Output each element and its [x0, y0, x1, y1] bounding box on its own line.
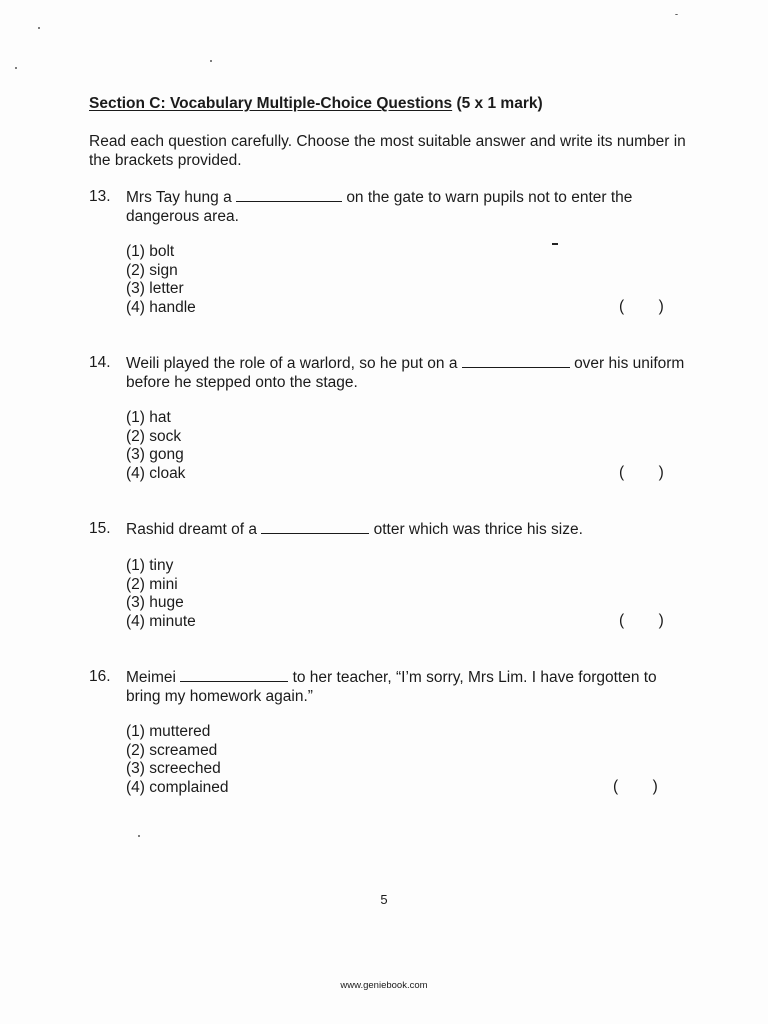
option: (3) screeched: [126, 760, 221, 777]
answer-bracket[interactable]: ( ): [619, 464, 664, 481]
options-list: [126, 243, 196, 317]
option: (1) muttered: [126, 723, 211, 740]
section-heading: Section C: Vocabulary Multiple-Choice Questions: [89, 95, 453, 112]
options-list: [126, 557, 196, 631]
question-number: 13.: [89, 188, 111, 205]
question-stem: [126, 668, 691, 706]
stem-after: on the gate to warn pupils not to enter the dangerous area.: [126, 189, 633, 225]
scan-speck: [552, 243, 558, 245]
stem-after: over his uniform before he stepped onto the stage.: [126, 355, 685, 391]
section-marks: (5 x 1 mark): [456, 95, 543, 112]
stem-before: Meimei: [126, 669, 176, 686]
option: (2) screamed: [126, 741, 218, 759]
option: (1) bolt: [126, 243, 175, 260]
answer-blank: [236, 188, 342, 202]
option: (4) handle: [126, 298, 196, 316]
section-title: [89, 95, 543, 113]
options-list: [126, 409, 185, 483]
question-number: 15.: [89, 520, 111, 537]
options-list: [126, 723, 229, 797]
scan-speck: [210, 60, 212, 62]
option: (3) gong: [126, 446, 184, 463]
option: (3) letter: [126, 280, 184, 297]
scan-speck: [138, 835, 140, 837]
answer-blank: [180, 668, 288, 682]
answer-bracket[interactable]: ( ): [613, 778, 658, 795]
stem-before: Rashid dreamt of a: [126, 521, 257, 538]
option: (2) sign: [126, 261, 178, 279]
answer-bracket[interactable]: ( ): [619, 612, 664, 629]
option: (1) hat: [126, 409, 171, 426]
option: (2) mini: [126, 575, 178, 593]
option: (3) huge: [126, 594, 184, 611]
scan-speck: [15, 67, 17, 69]
stem-before: Weili played the role of a warlord, so he put on a: [126, 355, 458, 372]
option: (4) complained: [126, 778, 229, 796]
scan-speck: [675, 14, 678, 15]
option: (4) cloak: [126, 464, 186, 482]
page-number: 5: [380, 892, 388, 907]
answer-blank: [462, 354, 570, 368]
stem-after: to her teacher, “I’m sorry, Mrs Lim. I have forgotten to bring my homework again.”: [126, 669, 657, 705]
question-stem: [126, 520, 691, 539]
option: (1) tiny: [126, 557, 174, 574]
question-stem: [126, 188, 691, 226]
scan-speck: [38, 27, 40, 29]
footer-url[interactable]: www.geniebook.com: [340, 980, 428, 991]
option: (2) sock: [126, 427, 182, 445]
stem-before: Mrs Tay hung a: [126, 189, 232, 206]
instructions: Read each question carefully. Choose the most suitable answer and write its number in the brackets provided.: [89, 133, 686, 169]
question-number: 14.: [89, 354, 111, 371]
option: (4) minute: [126, 612, 196, 630]
question-stem: [126, 354, 691, 392]
answer-bracket[interactable]: ( ): [619, 298, 664, 315]
stem-after: otter which was thrice his size.: [373, 521, 583, 538]
answer-blank: [261, 520, 369, 534]
question-number: 16.: [89, 668, 111, 685]
